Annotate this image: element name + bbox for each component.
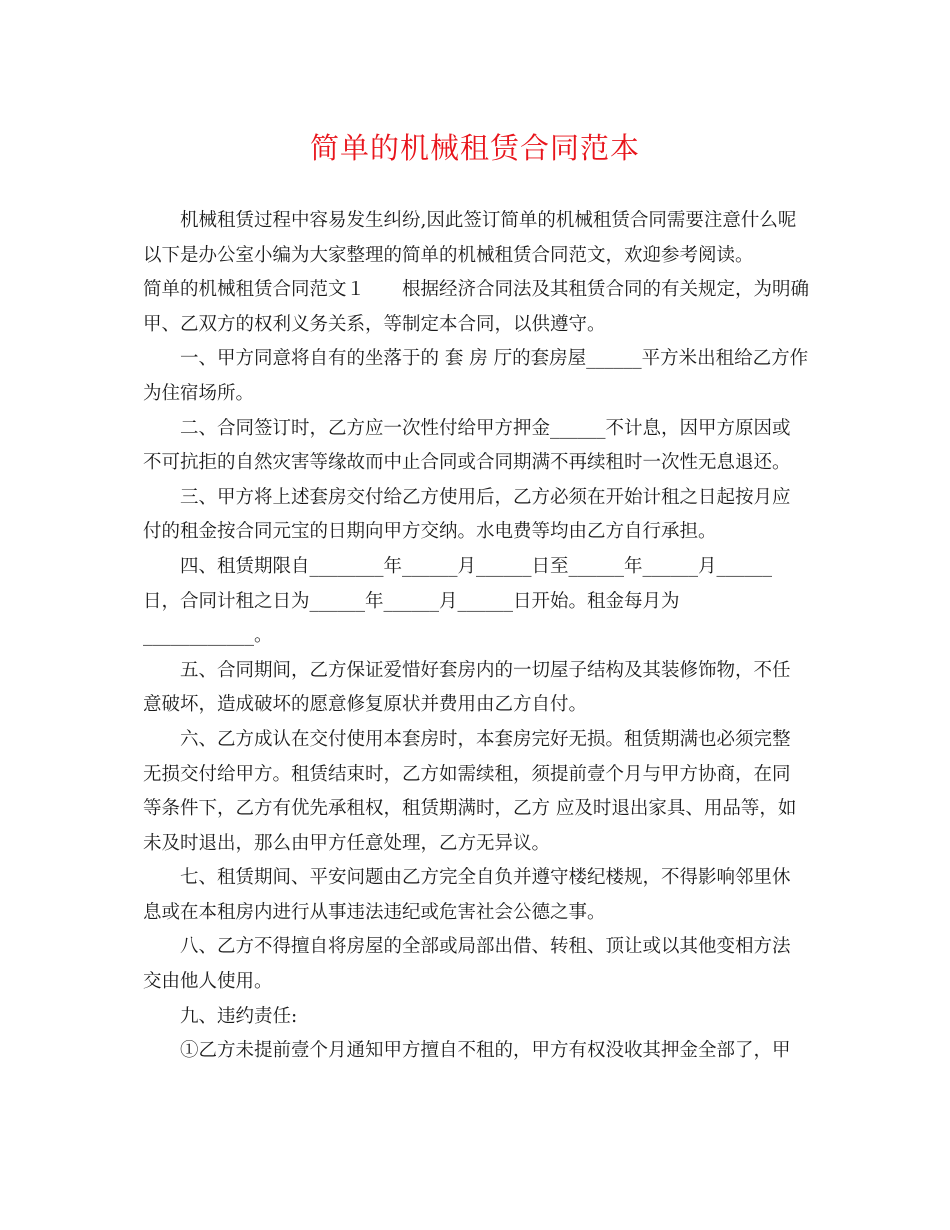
text-line: 五、合同期间，乙方保证爱惜好套房内的一切屋子结构及其装修饰物，不任 (180, 659, 791, 681)
text-line: ____________。 (143, 625, 273, 647)
text-line: 等条件下，乙方有优先承租权，租赁期满时，乙方 应及时退出家具、用品等，如 (143, 798, 797, 820)
text-line: 不可抗拒的自然灾害等缘故而中止合同或合同期满不再续租时一次性无息退还。 (143, 452, 791, 474)
document-body (143, 204, 808, 1069)
text-line: 一、甲方同意将自有的坐落于的 套 房 厅的套房屋______平方米出租给乙方作 (180, 348, 809, 370)
text-line: 六、乙方成认在交付使用本套房时，本套房完好无损。租赁期满也必须完整 (180, 728, 791, 750)
text-line: 简单的机械租赁合同范文１ 根据经济合同法及其租赁合同的有关规定，为明确 (143, 279, 810, 301)
text-line: 未及时退出，那么由甲方任意处理，乙方无异议。 (143, 832, 551, 854)
text-line: 以下是办公室小编为大家整理的简单的机械租赁合同范文，欢迎参考阅读。 (143, 244, 754, 266)
text-line: 七、租赁期间、平安问题由乙方完全自负并遵守楼纪楼规，不得影响邻里休 (180, 867, 791, 889)
text-line: 甲、乙双方的权利义务关系，等制定本合同，以供遵守。 (143, 313, 606, 335)
text-line: ①乙方未提前壹个月通知甲方擅自不租的，甲方有权没收其押金全部了，甲 (180, 1040, 791, 1062)
text-line: 为住宿场所。 (143, 382, 255, 404)
text-line: 四、租赁期限自________年______月______日至______年______月______ (180, 555, 773, 577)
text-line: 日，合同计租之日为______年______月______日开始。租金每月为 (143, 590, 680, 612)
text-line: 无损交付给甲方。租赁结束时，乙方如需续租，须提前壹个月与甲方协商，在同 (143, 763, 791, 785)
text-line: 息或在本租房内进行从事违法违纪或危害社会公德之事。 (143, 901, 606, 923)
document-title: 简单的机械租赁合同范本 (309, 131, 640, 165)
text-line: 九、违约责任: (180, 1005, 298, 1027)
text-line: 机械租赁过程中容易发生纠纷,因此签订简单的机械租赁合同需要注意什么呢 (180, 210, 797, 231)
text-line: 交由他人使用。 (143, 971, 273, 993)
text-line: 二、合同签订时，乙方应一次性付给甲方押金______不计息，因甲方原因或 (180, 417, 791, 439)
text-line: 三、甲方将上述套房交付给乙方使用后，乙方必须在开始计租之日起按月应 (180, 486, 791, 508)
text-line: 意破坏，造成破坏的愿意修复原状并费用由乙方自付。 (143, 694, 588, 716)
text-line: 八、乙方不得擅自将房屋的全部或局部出借、转租、顶让或以其他变相方法 (180, 936, 791, 958)
text-line: 付的租金按合同元宝的日期向甲方交纳。水电费等均由乙方自行承担。 (143, 521, 717, 543)
